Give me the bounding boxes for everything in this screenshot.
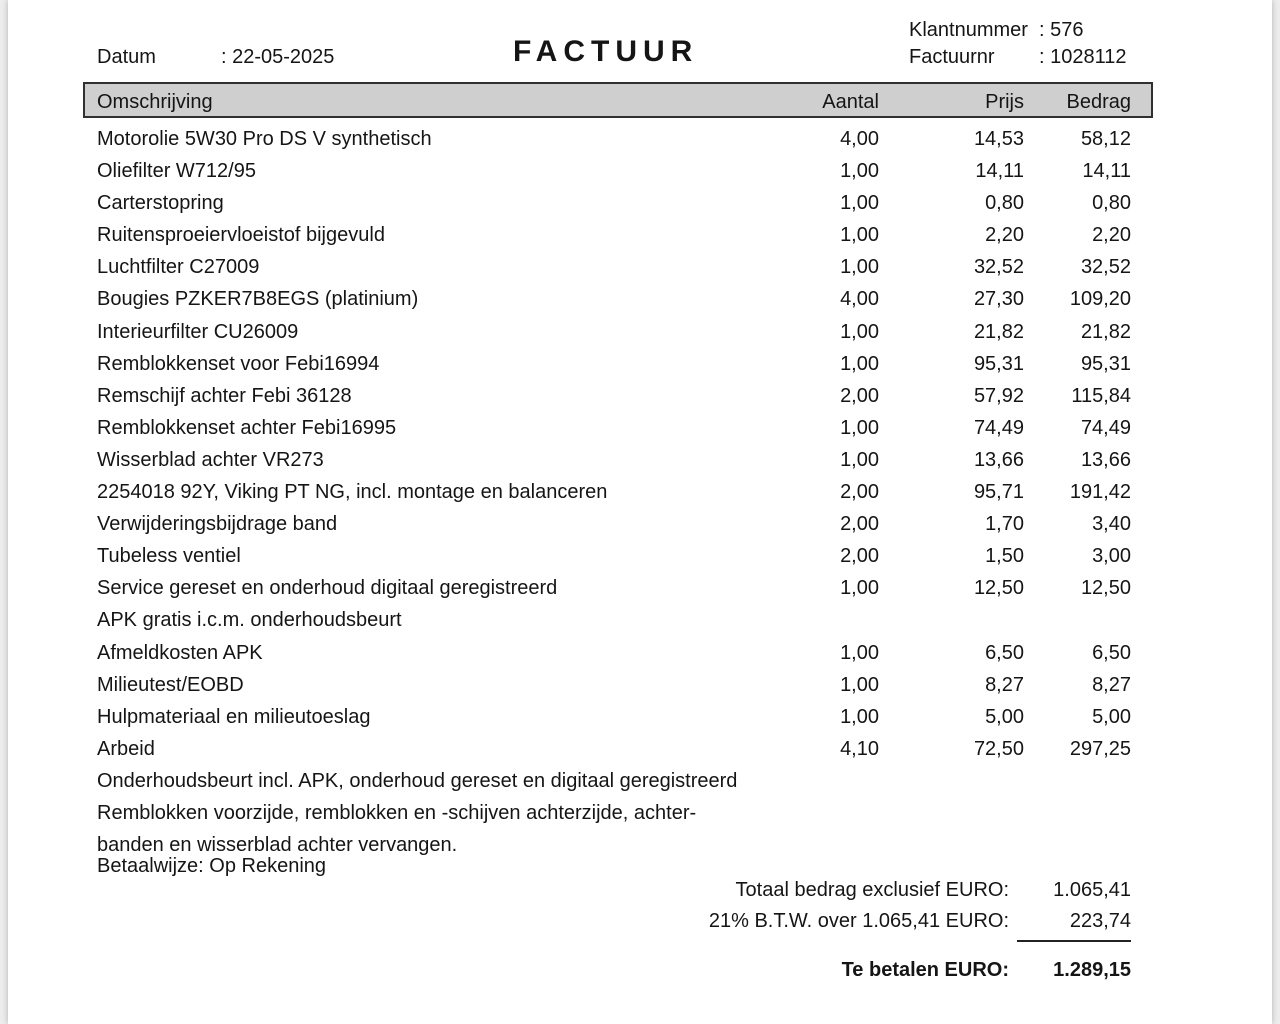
line-price: 32,52	[973, 256, 1024, 279]
invoice-line	[8, 512, 1272, 544]
line-description: Carterstopring	[97, 192, 224, 215]
invoice-line	[8, 608, 1272, 640]
line-amount: 14,11	[1082, 160, 1131, 183]
subtotal-value: 1.065,41	[1053, 879, 1131, 901]
column-header-amount: Bedrag	[1066, 91, 1131, 113]
line-amount: 3,40	[1092, 513, 1131, 536]
line-price: 13,66	[973, 448, 1024, 471]
line-description: 2254018 92Y, Viking PT NG, incl. montage en balanceren	[97, 481, 608, 504]
line-description: Wisserblad achter VR273	[97, 448, 324, 471]
line-amount: 191,42	[1069, 481, 1131, 504]
line-amount: 74,49	[1080, 416, 1131, 439]
line-price: 72,50	[973, 737, 1024, 760]
invoice-line	[8, 480, 1272, 512]
line-price: 21,82	[973, 320, 1024, 343]
line-quantity: 4,10	[840, 737, 879, 760]
date-label: Datum	[97, 46, 156, 68]
line-amount: 8,27	[1092, 673, 1131, 696]
invoice-line	[8, 159, 1272, 191]
vat-value: 223,74	[1069, 910, 1131, 932]
line-amount: 12,50	[1080, 577, 1131, 600]
line-quantity: 1,00	[840, 448, 879, 471]
line-description: Ruitensproeiervloeistof bijgevuld	[97, 224, 385, 247]
total-due-label: Te betalen EURO:	[841, 959, 1009, 981]
line-description: Remschijf achter Febi 36128	[97, 384, 352, 407]
line-price: 2,20	[985, 224, 1024, 247]
invoice-line	[8, 576, 1272, 608]
line-quantity: 2,00	[840, 481, 879, 504]
line-amount: 0,80	[1092, 192, 1131, 215]
line-amount: 6,50	[1092, 641, 1131, 664]
line-amount: 2,20	[1092, 224, 1131, 247]
column-header-price: Prijs	[985, 91, 1024, 113]
line-price: 27,30	[973, 288, 1024, 311]
line-quantity: 1,00	[840, 256, 879, 279]
line-quantity: 2,00	[840, 513, 879, 536]
line-price: 1,70	[985, 513, 1024, 536]
invoice-line	[8, 673, 1272, 705]
line-quantity: 2,00	[840, 545, 879, 568]
line-price: 1,50	[985, 545, 1024, 568]
line-quantity: 1,00	[840, 224, 879, 247]
line-description: Verwijderingsbijdrage band	[97, 513, 338, 536]
invoice-line	[8, 287, 1272, 319]
line-price: 0,80	[985, 192, 1024, 215]
line-amount: 3,00	[1092, 545, 1131, 568]
line-price: 12,50	[973, 577, 1024, 600]
invoice-number-label: Factuurnr	[909, 46, 995, 68]
line-quantity: 1,00	[840, 160, 879, 183]
line-amount: 115,84	[1071, 384, 1131, 407]
line-quantity: 2,00	[840, 384, 879, 407]
invoice-lines	[8, 127, 1272, 865]
line-quantity: 1,00	[840, 673, 879, 696]
line-price: 14,11	[975, 160, 1024, 183]
line-amount: 21,82	[1080, 320, 1131, 343]
invoice-line	[8, 801, 1272, 833]
line-description: Remblokken voorzijde, remblokken en -schijven achterzijde, achter-	[97, 801, 697, 824]
line-quantity: 4,00	[840, 128, 879, 150]
line-price: 74,49	[973, 416, 1024, 439]
line-quantity: 1,00	[840, 352, 879, 375]
line-price: 14,53	[973, 128, 1024, 150]
line-price: 6,50	[985, 641, 1024, 664]
table-header	[83, 82, 1153, 118]
subtotal-label: Totaal bedrag exclusief EURO:	[735, 879, 1009, 901]
invoice-line	[8, 641, 1272, 673]
line-quantity: 1,00	[840, 705, 879, 728]
line-price: 57,92	[973, 384, 1024, 407]
line-description: Remblokkenset voor Febi16994	[97, 352, 380, 375]
line-description: Bougies PZKER7B8EGS (platinium)	[97, 288, 419, 311]
line-description: Service gereset en onderhoud digitaal geregistreerd	[97, 577, 558, 600]
column-header-description: Omschrijving	[97, 91, 213, 113]
line-description: Arbeid	[97, 737, 155, 760]
invoice-line	[8, 191, 1272, 223]
vat-label: 21% B.T.W. over 1.065,41 EURO:	[708, 910, 1009, 932]
line-amount: 13,66	[1080, 448, 1131, 471]
line-amount: 58,12	[1080, 128, 1131, 150]
line-amount: 297,25	[1069, 737, 1131, 760]
invoice-line	[8, 352, 1272, 384]
payment-method: Betaalwijze: Op Rekening	[97, 855, 327, 877]
line-quantity: 1,00	[840, 416, 879, 439]
line-quantity: 1,00	[840, 192, 879, 215]
line-price: 8,27	[985, 673, 1024, 696]
invoice-line	[8, 737, 1272, 769]
invoice-line	[8, 544, 1272, 576]
line-quantity: 1,00	[840, 641, 879, 664]
document-title: FACTUUR	[513, 35, 699, 68]
line-description: Motorolie 5W30 Pro DS V synthetisch	[97, 128, 432, 150]
line-description: banden en wisserblad achter vervangen.	[97, 834, 458, 857]
total-due-value: 1.289,15	[1053, 959, 1131, 981]
line-description: Onderhoudsbeurt incl. APK, onderhoud gereset en digitaal geregistreerd	[97, 769, 738, 792]
line-description: Interieurfilter CU26009	[97, 320, 299, 343]
line-description: Oliefilter W712/95	[97, 160, 256, 183]
line-amount: 32,52	[1080, 256, 1131, 279]
line-description: Luchtfilter C27009	[97, 256, 260, 279]
invoice-line	[8, 223, 1272, 255]
invoice-line	[8, 255, 1272, 287]
invoice-line	[8, 127, 1272, 159]
line-quantity: 1,00	[840, 577, 879, 600]
invoice-line	[8, 384, 1272, 416]
invoice-line	[8, 769, 1272, 801]
invoice-page	[8, 0, 1272, 1024]
line-description: Afmeldkosten APK	[97, 641, 263, 664]
invoice-line	[8, 320, 1272, 352]
line-quantity: 4,00	[840, 288, 879, 311]
customer-number-value: : 576	[1039, 19, 1084, 41]
line-description: Milieutest/EOBD	[97, 673, 244, 696]
line-price: 5,00	[985, 705, 1024, 728]
line-price: 95,31	[973, 352, 1024, 375]
customer-number-label: Klantnummer	[909, 19, 1028, 41]
line-amount: 95,31	[1080, 352, 1131, 375]
column-header-quantity: Aantal	[822, 91, 879, 113]
line-price: 95,71	[973, 481, 1024, 504]
line-description: Hulpmateriaal en milieutoeslag	[97, 705, 371, 728]
invoice-number-value: : 1028112	[1039, 46, 1127, 68]
invoice-line	[8, 705, 1272, 737]
line-amount: 5,00	[1092, 705, 1131, 728]
line-description: APK gratis i.c.m. onderhoudsbeurt	[97, 609, 402, 632]
line-amount: 109,20	[1069, 288, 1131, 311]
invoice-line	[8, 416, 1272, 448]
line-quantity: 1,00	[840, 320, 879, 343]
date-value: : 22-05-2025	[221, 46, 335, 68]
total-underline	[1017, 940, 1131, 942]
line-description: Remblokkenset achter Febi16995	[97, 416, 397, 439]
invoice-line	[8, 448, 1272, 480]
line-description: Tubeless ventiel	[97, 545, 241, 568]
